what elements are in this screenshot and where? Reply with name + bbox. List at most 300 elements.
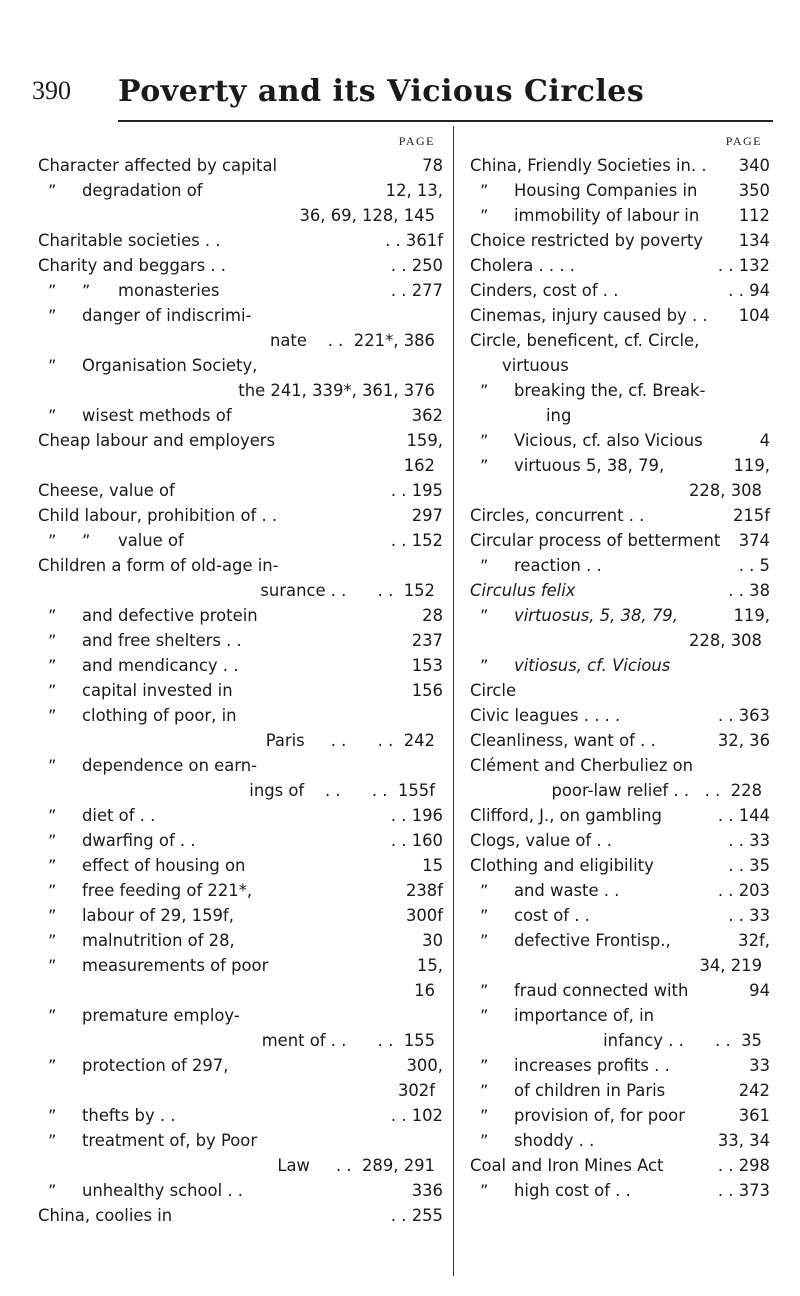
- ditto-mark: ”: [480, 1081, 489, 1100]
- ditto-mark: ”: [82, 531, 91, 550]
- ditto-mark: ”: [48, 1131, 57, 1150]
- entry-continued: Circle: [470, 681, 517, 700]
- entry-term: Character affected by capital: [38, 156, 278, 175]
- entry-pages: . . 102: [390, 1106, 443, 1125]
- ditto-mark: ”: [48, 856, 57, 875]
- entry-line: [82, 1128, 443, 1153]
- entry-term: virtuous 5, 38, 79,: [514, 456, 665, 475]
- entry-pages: . . 35: [728, 856, 770, 875]
- entry-continued: Paris . . . . 242: [265, 731, 435, 750]
- entry-pages: . . 250: [390, 256, 443, 275]
- ditto-mark: ”: [48, 656, 57, 675]
- index-entry: [470, 1053, 770, 1078]
- entry-term: Circles, concurrent . .: [470, 506, 645, 525]
- entry-line: [82, 753, 443, 778]
- index-entry: [38, 553, 443, 603]
- entry-term: effect of housing on: [82, 856, 246, 875]
- entry-term: diet of . .: [82, 806, 156, 825]
- entry-line: [82, 703, 443, 728]
- entry-term: and mendicancy . .: [82, 656, 239, 675]
- entry-line: [82, 853, 443, 878]
- ditto-mark: ”: [48, 706, 57, 725]
- entry-line: [38, 153, 443, 178]
- index-entry: [470, 753, 770, 803]
- entry-continued: infancy . . . . 35: [603, 1031, 762, 1050]
- entry-pages: [764, 378, 770, 403]
- entry-pages-continued: 302f: [397, 1081, 435, 1100]
- index-entry: [38, 403, 443, 428]
- entry-term: Housing Companies in: [514, 181, 698, 200]
- entry-term: China, Friendly Societies in. .: [470, 156, 707, 175]
- ditto-mark: ”: [48, 356, 57, 375]
- index-entry: [38, 178, 443, 228]
- entry-pages: 300f: [405, 906, 443, 925]
- ditto-mark: ”: [48, 281, 57, 300]
- entry-line: [82, 403, 443, 428]
- ditto-mark: ”: [480, 1006, 489, 1025]
- entry-line: [38, 478, 443, 503]
- entry-term: and defective protein: [82, 606, 258, 625]
- entry-line: [82, 1003, 443, 1028]
- entry-continued: surance . . . . 152: [260, 581, 435, 600]
- index-entry: [38, 878, 443, 903]
- entry-line: [514, 553, 770, 578]
- entry-continued: ings of . . . . 155f: [249, 781, 435, 800]
- index-entry: [470, 1128, 770, 1153]
- index-entry: [38, 428, 443, 478]
- entry-line: [470, 828, 770, 853]
- entry-pages: . . 363: [717, 706, 770, 725]
- index-entry: [470, 153, 770, 178]
- entry-line: [38, 253, 443, 278]
- entry-term: Clothing and eligibility: [470, 856, 654, 875]
- entry-pages: [437, 303, 443, 328]
- entry-line: [82, 353, 443, 378]
- entry-pages: . . 132: [717, 256, 770, 275]
- entry-line: [514, 203, 770, 228]
- entry-pages: [437, 703, 443, 728]
- entry-continued: poor-law relief . . . . 228: [551, 781, 762, 800]
- entry-term: Cinders, cost of . .: [470, 281, 619, 300]
- ditto-mark: ”: [48, 931, 57, 950]
- entry-pages-continued: 228, 308: [689, 631, 762, 650]
- entry-pages: 156: [411, 681, 443, 700]
- entry-term: Circular process of betterment: [470, 531, 721, 550]
- entry-term: Cleanliness, want of . .: [470, 731, 656, 750]
- index-entry: [38, 503, 443, 528]
- ditto-mark: ”: [48, 181, 57, 200]
- index-entry: [38, 703, 443, 753]
- ditto-mark: ”: [48, 1181, 57, 1200]
- ditto-mark: ”: [480, 656, 489, 675]
- entry-term: Choice restricted by poverty: [470, 231, 703, 250]
- entry-term: and free shelters . .: [82, 631, 242, 650]
- index-entry: [38, 853, 443, 878]
- entry-continued: nate . . 221*, 386: [269, 331, 435, 350]
- index-entry: [470, 1103, 770, 1128]
- entry-term: value of: [118, 531, 184, 550]
- entry-line: [470, 753, 770, 778]
- entry-term: Vicious, cf. also Vicious: [514, 431, 703, 450]
- entry-continued: ment of . . . . 155: [261, 1031, 435, 1050]
- index-entry: [38, 828, 443, 853]
- index-entry: [38, 753, 443, 803]
- entry-line: [514, 453, 770, 478]
- entry-pages: . . 152: [390, 531, 443, 550]
- entry-term: wisest methods of: [82, 406, 232, 425]
- entry-pages: 15: [422, 856, 443, 875]
- entry-line: [82, 178, 443, 203]
- entry-line: [82, 1178, 443, 1203]
- entry-line: [470, 853, 770, 878]
- entry-pages: [764, 753, 770, 778]
- entry-pages-continued: 16: [414, 981, 435, 1000]
- entry-pages: [437, 1003, 443, 1028]
- entry-term: high cost of . .: [514, 1181, 631, 1200]
- ditto-mark: ”: [48, 1006, 57, 1025]
- entry-line: [82, 653, 443, 678]
- entry-term: China, coolies in: [38, 1206, 173, 1225]
- entry-term: Coal and Iron Mines Act: [470, 1156, 664, 1175]
- index-entry: [38, 953, 443, 1003]
- entry-line: [82, 603, 443, 628]
- entry-pages: [764, 653, 770, 678]
- entry-line: [118, 278, 443, 303]
- ditto-mark: ”: [480, 931, 489, 950]
- entry-term: premature employ-: [82, 1006, 240, 1025]
- entry-term: Circle, beneficent, cf. Circle,: [470, 331, 700, 350]
- entry-pages-continued: 162: [403, 456, 435, 475]
- entry-pages: [437, 353, 443, 378]
- entry-term: Clogs, value of . .: [470, 831, 613, 850]
- ditto-mark: ”: [48, 831, 57, 850]
- index-entry: [470, 928, 770, 978]
- entry-line: [82, 1103, 443, 1128]
- entry-pages: 237: [411, 631, 443, 650]
- entry-pages: 153: [411, 656, 443, 675]
- entry-pages: 297: [411, 506, 443, 525]
- index-entry: [470, 878, 770, 903]
- entry-pages: 215f: [732, 506, 770, 525]
- entry-line: [514, 1078, 770, 1103]
- index-entry: [470, 1178, 770, 1203]
- entry-term: clothing of poor, in: [82, 706, 237, 725]
- entry-line: [470, 503, 770, 528]
- entry-pages: 32f,: [738, 931, 770, 950]
- entry-term: breaking the, cf. Break-: [514, 381, 706, 400]
- ditto-mark: ”: [48, 806, 57, 825]
- entry-term: defective Frontisp.,: [514, 931, 671, 950]
- entry-term: thefts by . .: [82, 1106, 176, 1125]
- entry-pages: . . 94: [728, 281, 770, 300]
- ditto-mark: ”: [48, 606, 57, 625]
- entry-term: immobility of labour in: [514, 206, 700, 225]
- entry-term: virtuosus, 5, 38, 79,: [514, 606, 678, 625]
- index-entry: [470, 578, 770, 603]
- entry-pages: . . 277: [390, 281, 443, 300]
- entry-term: increases profits . .: [514, 1056, 670, 1075]
- entry-pages: 362: [411, 406, 443, 425]
- index-column-right: [470, 134, 770, 1203]
- ditto-mark: ”: [480, 981, 489, 1000]
- entry-pages: [437, 753, 443, 778]
- entry-line: [82, 953, 443, 978]
- entry-term: and waste . .: [514, 881, 620, 900]
- ditto-mark: ”: [48, 956, 57, 975]
- entry-line: [470, 228, 770, 253]
- entry-continued: Law . . 289, 291: [277, 1156, 435, 1175]
- entry-line: [38, 1203, 443, 1228]
- entry-pages: [437, 553, 443, 578]
- entry-term: labour of 29, 159f,: [82, 906, 234, 925]
- entry-line: [514, 378, 770, 403]
- index-entry: [470, 978, 770, 1003]
- index-entry: [38, 303, 443, 353]
- entry-line: [82, 928, 443, 953]
- entry-pages: 350: [738, 181, 770, 200]
- index-entries-right: [470, 153, 770, 1203]
- ditto-mark: ”: [48, 906, 57, 925]
- index-entry: [38, 653, 443, 678]
- entry-pages: 300,: [406, 1056, 443, 1075]
- entry-pages: [764, 328, 770, 353]
- entry-line: [514, 903, 770, 928]
- index-entry: [470, 1153, 770, 1178]
- entry-line: [514, 178, 770, 203]
- index-entry: [470, 528, 770, 553]
- entry-term: Charitable societies . .: [38, 231, 221, 250]
- ditto-mark: ”: [480, 1106, 489, 1125]
- entry-pages: . . 195: [390, 481, 443, 500]
- entry-line: [82, 1053, 443, 1078]
- entry-line: [38, 428, 443, 453]
- entry-line: [82, 678, 443, 703]
- entry-pages: 340: [738, 156, 770, 175]
- entry-term: Organisation Society,: [82, 356, 258, 375]
- entry-line: [470, 1153, 770, 1178]
- entry-term: treatment of, by Poor: [82, 1131, 258, 1150]
- entry-pages: 33, 34: [717, 1131, 770, 1150]
- entry-continued: virtuous: [502, 356, 569, 375]
- entry-line: [470, 578, 770, 603]
- index-entry: [470, 378, 770, 428]
- entry-pages: . . 144: [717, 806, 770, 825]
- entry-term: malnutrition of 28,: [82, 931, 235, 950]
- ditto-mark: ”: [48, 756, 57, 775]
- column-page-label: PAGE: [398, 134, 435, 148]
- entry-line: [38, 503, 443, 528]
- ditto-mark: ”: [480, 1181, 489, 1200]
- index-entry: [470, 1078, 770, 1103]
- ditto-mark: ”: [82, 281, 91, 300]
- ditto-mark: ”: [480, 556, 489, 575]
- entry-pages-continued: 36, 69, 128, 145: [299, 206, 435, 225]
- index-entry: [470, 228, 770, 253]
- index-entry: [470, 303, 770, 328]
- index-entry: [470, 178, 770, 203]
- index-entry: [470, 903, 770, 928]
- index-entry: [470, 803, 770, 828]
- index-entry: [470, 853, 770, 878]
- entry-term: reaction . .: [514, 556, 602, 575]
- column-divider: [453, 126, 454, 1276]
- index-entry: [470, 503, 770, 528]
- entry-pages: 33: [749, 1056, 770, 1075]
- ditto-mark: ”: [48, 1106, 57, 1125]
- index-entry: [470, 453, 770, 503]
- ditto-mark: ”: [480, 606, 489, 625]
- entry-line: [514, 603, 770, 628]
- entry-pages: . . 33: [728, 831, 770, 850]
- entry-line: [514, 1003, 770, 1028]
- column-page-label: PAGE: [725, 134, 762, 148]
- entry-term: Clifford, J., on gambling: [470, 806, 662, 825]
- ditto-mark: ”: [480, 456, 489, 475]
- index-entry: [38, 353, 443, 403]
- ditto-mark: ”: [480, 1131, 489, 1150]
- entry-line: [514, 1053, 770, 1078]
- index-entry: [38, 1053, 443, 1103]
- ditto-mark: ”: [48, 631, 57, 650]
- entry-pages: 374: [738, 531, 770, 550]
- entry-line: [514, 1128, 770, 1153]
- index-entry: [38, 278, 443, 303]
- entry-pages: 119,: [733, 456, 770, 475]
- entry-term: Charity and beggars . .: [38, 256, 227, 275]
- entry-pages: 112: [738, 206, 770, 225]
- index-entry: [38, 1103, 443, 1128]
- entry-pages: . . 373: [717, 1181, 770, 1200]
- index-column-left: [38, 134, 443, 1228]
- entry-pages-continued: 228, 308: [689, 481, 762, 500]
- entry-term: of children in Paris: [514, 1081, 666, 1100]
- entry-pages: 242: [738, 1081, 770, 1100]
- entry-line: [514, 978, 770, 1003]
- page-number: 390: [32, 76, 71, 105]
- index-entry: [38, 253, 443, 278]
- entry-pages: [764, 1003, 770, 1028]
- index-entry: [38, 928, 443, 953]
- ditto-mark: ”: [48, 681, 57, 700]
- entry-term: Cinemas, injury caused by . .: [470, 306, 708, 325]
- entry-pages: 159,: [406, 431, 443, 450]
- entry-term: Child labour, prohibition of . .: [38, 506, 278, 525]
- entry-pages: 361: [738, 1106, 770, 1125]
- entry-continued: ing: [546, 406, 572, 425]
- index-entry: [38, 1128, 443, 1178]
- index-entry: [470, 428, 770, 453]
- entry-term: capital invested in: [82, 681, 233, 700]
- entry-line: [82, 878, 443, 903]
- entry-term: fraud connected with: [514, 981, 689, 1000]
- entry-pages: 104: [738, 306, 770, 325]
- entry-pages: 134: [738, 231, 770, 250]
- ditto-mark: ”: [480, 181, 489, 200]
- index-entry: [38, 478, 443, 503]
- entry-term: Cheese, value of: [38, 481, 175, 500]
- entry-pages: 32, 36: [717, 731, 770, 750]
- entry-pages: 30: [422, 931, 443, 950]
- entry-line: [470, 153, 770, 178]
- entry-term: monasteries: [118, 281, 220, 300]
- header-rule: [118, 120, 773, 122]
- index-entry: [470, 253, 770, 278]
- entry-pages-continued: 34, 219: [699, 956, 762, 975]
- entry-pages: 12, 13,: [385, 181, 443, 200]
- entry-pages: . . 298: [717, 1156, 770, 1175]
- entry-line: [514, 928, 770, 953]
- ditto-mark: ”: [480, 906, 489, 925]
- entry-term: unhealthy school . .: [82, 1181, 243, 1200]
- index-entry: [470, 278, 770, 303]
- entry-pages: 336: [411, 1181, 443, 1200]
- entry-pages: . . 33: [728, 906, 770, 925]
- entry-term: provision of, for poor: [514, 1106, 685, 1125]
- ditto-mark: ”: [480, 381, 489, 400]
- entry-pages: . . 196: [390, 806, 443, 825]
- index-entry: [470, 553, 770, 578]
- entry-pages: 238f: [405, 881, 443, 900]
- entry-pages: . . 203: [717, 881, 770, 900]
- entry-pages: . . 255: [390, 1206, 443, 1225]
- entry-term: Children a form of old-age in-: [38, 556, 279, 575]
- entry-line: [470, 278, 770, 303]
- entry-pages: . . 160: [390, 831, 443, 850]
- index-entry: [38, 628, 443, 653]
- entry-line: [470, 253, 770, 278]
- entry-term: measurements of poor: [82, 956, 269, 975]
- entry-term: dwarfing of . .: [82, 831, 196, 850]
- ditto-mark: ”: [48, 406, 57, 425]
- index-entry: [38, 803, 443, 828]
- entry-term: degradation of: [82, 181, 203, 200]
- index-entry: [470, 1003, 770, 1053]
- index-entry: [470, 728, 770, 753]
- entry-line: [514, 428, 770, 453]
- ditto-mark: ”: [480, 881, 489, 900]
- entry-line: [470, 528, 770, 553]
- index-entry: [38, 1178, 443, 1203]
- ditto-mark: ”: [480, 431, 489, 450]
- entry-term: Circulus felix: [470, 581, 576, 600]
- entry-line: [514, 1178, 770, 1203]
- index-entry: [470, 703, 770, 728]
- index-entry: [38, 1203, 443, 1228]
- page-header: [0, 50, 800, 110]
- entry-pages: 119,: [733, 606, 770, 625]
- entry-term: protection of 297,: [82, 1056, 229, 1075]
- index-entry: [38, 903, 443, 928]
- entry-pages: . . 361f: [385, 231, 443, 250]
- entry-term: Cheap labour and employers: [38, 431, 276, 450]
- index-entry: [470, 203, 770, 228]
- index-entry: [38, 603, 443, 628]
- entry-line: [470, 328, 770, 353]
- entry-term: Clément and Cherbuliez on: [470, 756, 694, 775]
- entry-line: [470, 728, 770, 753]
- entry-line: [82, 628, 443, 653]
- entry-line: [470, 303, 770, 328]
- index-entry: [470, 653, 770, 703]
- entry-continued: the 241, 339*, 361, 376: [238, 381, 435, 400]
- entry-line: [470, 703, 770, 728]
- entry-pages: 28: [422, 606, 443, 625]
- entry-pages: . . 38: [728, 581, 770, 600]
- index-entry: [470, 328, 770, 378]
- index-entry: [470, 603, 770, 653]
- entry-pages: 78: [422, 156, 443, 175]
- entry-line: [82, 828, 443, 853]
